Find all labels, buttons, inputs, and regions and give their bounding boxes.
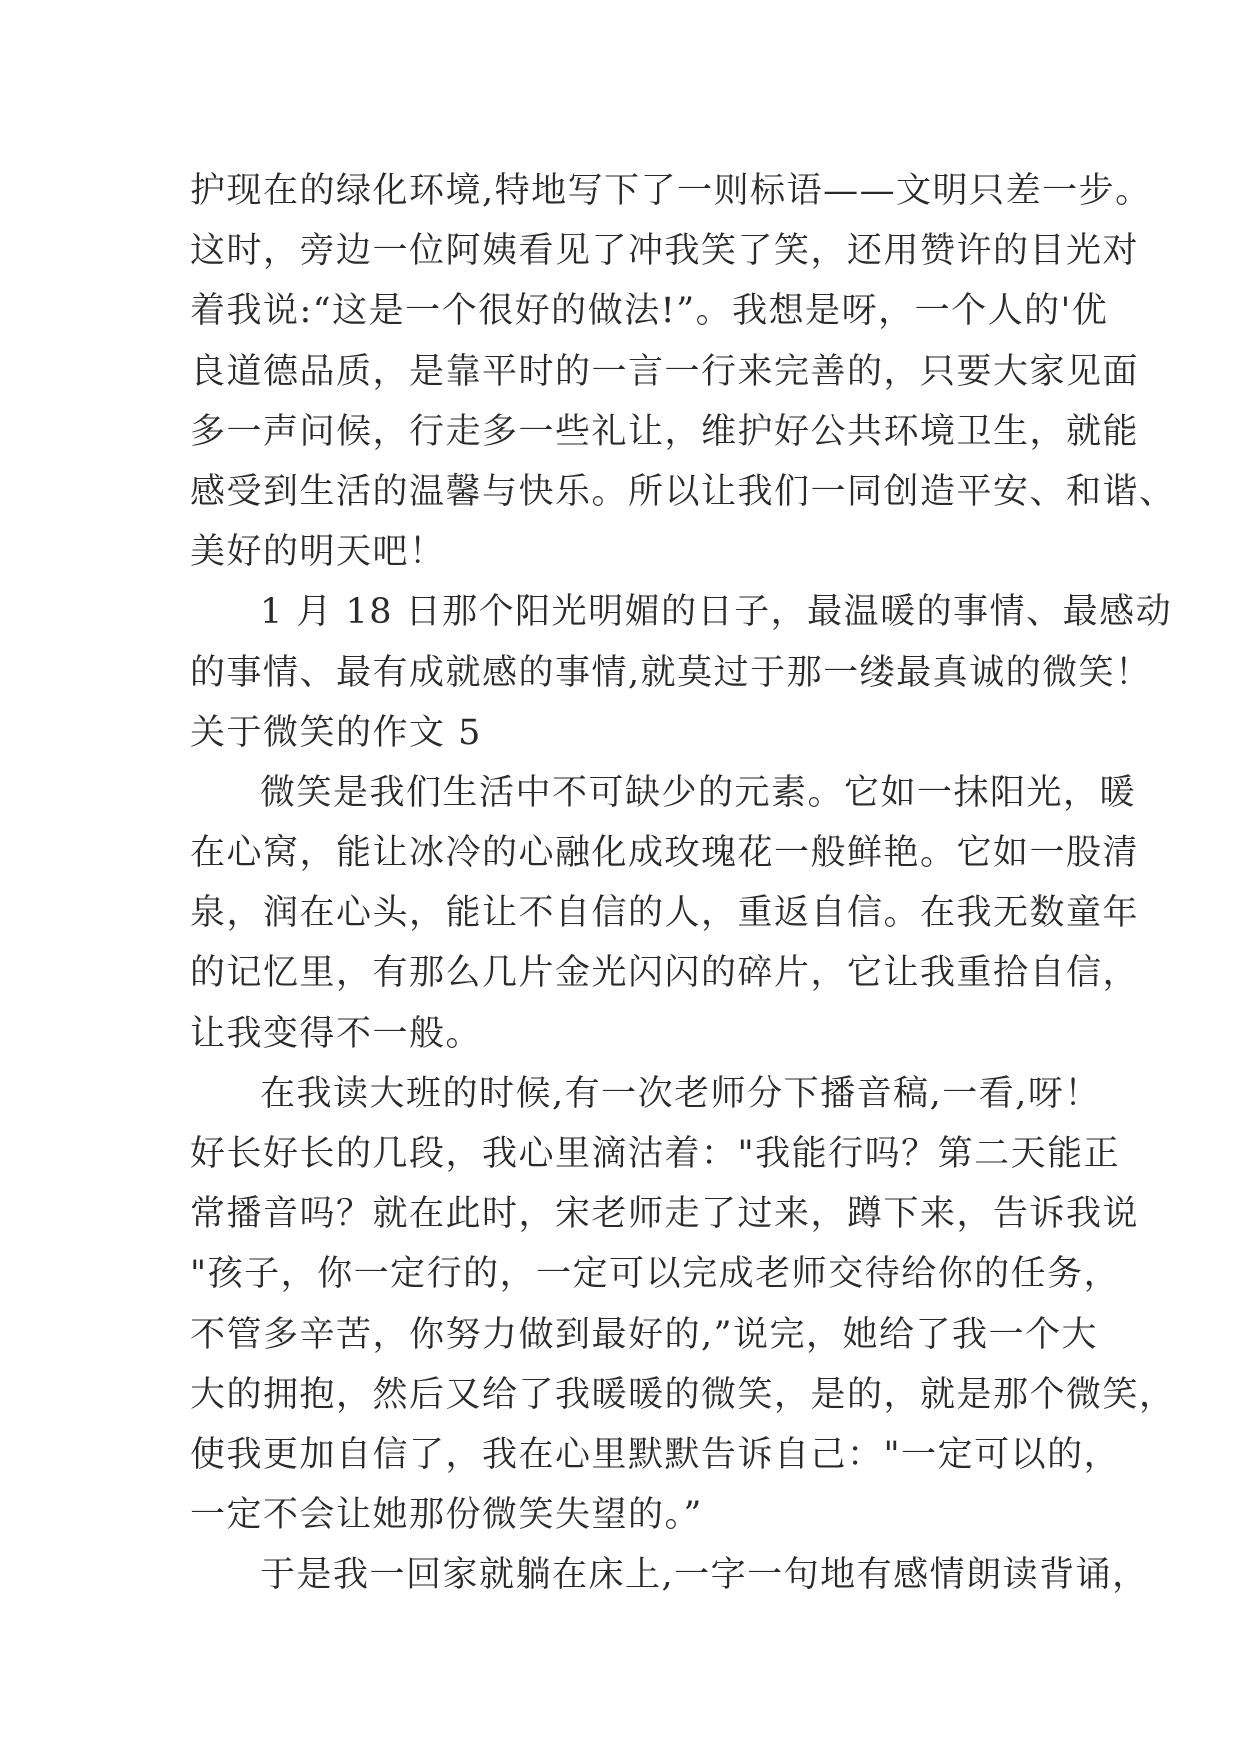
text-line: 美好的明天吧！ xyxy=(190,532,446,573)
text-line: "孩子，你一定行的，一定可以完成老师交待给你的任务， xyxy=(190,1254,1121,1295)
essay-text xyxy=(190,161,1176,1606)
text-line: 于是我一回家就躺在床上,一字一句地有感情朗读背诵， xyxy=(260,1555,1149,1596)
text-line: 感受到生活的温馨与快乐。所以让我们一同创造平安、和谐、 xyxy=(190,471,1176,512)
text-line: 在心窝，能让冰冷的心融化成玫瑰花一般鲜艳。它如一股清 xyxy=(190,833,1140,874)
text-line: 让我变得不一般。 xyxy=(190,1013,483,1054)
text-line: 着我说:“这是一个很好的做法!”。我想是呀，一个人的'优 xyxy=(190,291,1109,332)
text-line: 使我更加自信了，我在心里默默告诉自己："一定可以的， xyxy=(190,1434,1121,1475)
text-line: 这时，旁边一位阿姨看见了冲我笑了笑，还用赞许的目光对 xyxy=(190,231,1140,272)
text-line: 在我读大班的时候,有一次老师分下播音稿,一看,呀！ xyxy=(260,1073,1101,1114)
text-line: 多一声问候，行走多一些礼让，维护好公共环境卫生，就能 xyxy=(190,411,1140,452)
text-line: 护现在的绿化环境,特地写下了一则标语——文明只差一步。 xyxy=(190,171,1152,211)
text-line: 1 月 18 日那个阳光明媚的日子，最温暖的事情、最感动 xyxy=(260,592,1173,633)
text-line: 微笑是我们生活中不可缺少的元素。它如一抹阳光，暖 xyxy=(260,772,1137,813)
section-heading: 关于微笑的作文 5 xyxy=(190,712,482,753)
text-line: 良道德品质，是靠平时的一言一行来完善的，只要大家见面 xyxy=(190,351,1140,392)
text-line: 不管多辛苦，你努力做到最好的,”说完，她给了我一个大 xyxy=(190,1314,1099,1355)
text-line: 泉，润在心头，能让不自信的人，重返自信。在我无数童年 xyxy=(190,893,1140,934)
text-line: 一定不会让她那份微笑失望的。” xyxy=(190,1495,703,1536)
text-line: 好长好长的几段，我心里滴沽着："我能行吗？第二天能正 xyxy=(190,1134,1121,1174)
text-line: 的记忆里，有那么几片金光闪闪的碎片，它让我重拾自信， xyxy=(190,953,1140,994)
text-line: 常播音吗？就在此时，宋老师走了过来，蹲下来，告诉我说 xyxy=(190,1194,1140,1235)
text-line: 大的拥抱，然后又给了我暖暖的微笑，是的，就是那个微笑， xyxy=(190,1374,1176,1415)
text-line: 的事情、最有成就感的事情,就莫过于那一缕最真诚的微笑！ xyxy=(190,652,1152,693)
